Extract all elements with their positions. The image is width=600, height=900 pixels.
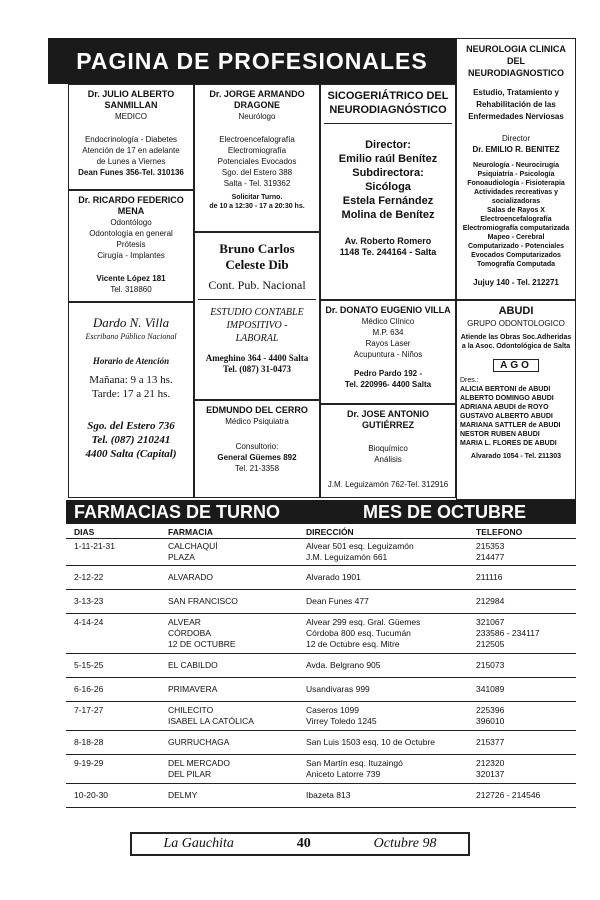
cell-dias	[66, 539, 168, 566]
abudi-address: Alvarado 1054 - Tel. 211303	[470, 453, 562, 460]
cell-telefono-line: 341089	[476, 684, 505, 694]
cell-telefono-line: 225396	[476, 705, 505, 715]
cell-dias	[66, 702, 168, 731]
ad-sicogeriatrico	[320, 84, 456, 300]
cell-direccion	[306, 731, 476, 755]
cell-dias-line: 7-17-27	[74, 705, 104, 715]
table-row	[66, 566, 576, 590]
cerro-name: EDMUNDO DEL CERRO	[206, 405, 308, 415]
dardo-a2: Tel. (087) 210241	[91, 434, 171, 446]
cell-dias-line: 6-16-26	[74, 684, 104, 694]
sicogeriatrico-sub-name2: Molina de Benítez	[341, 209, 435, 221]
cell-farmacia	[168, 731, 306, 755]
cell-direccion	[306, 614, 476, 654]
dib-phone: Tel. (087) 31-0473	[223, 364, 291, 374]
table-row	[66, 702, 576, 731]
cell-telefono-line: 320137	[476, 769, 505, 779]
clinic-title: NEUROLOGIA CLINICA DEL NEURODIAGNOSTICO	[466, 44, 566, 78]
cell-direccion-line: Aniceto Latorre 739	[306, 769, 381, 779]
cell-farmacia-line: PRIMAVERA	[168, 684, 218, 694]
donato-mp: M.P. 634	[372, 328, 404, 337]
cell-dias-line: 9-19-29	[74, 758, 104, 768]
sicogeriatrico-title: SICOGERIÁTRICO DEL NEURODIAGNÓSTICO	[324, 89, 452, 124]
abudi-subtitle: GRUPO ODONTOLOGICO	[467, 319, 565, 328]
clinic-service-item: Tomografía Computada	[476, 261, 556, 268]
cell-farmacia-line: ALVARADO	[168, 572, 214, 582]
cell-direccion	[306, 784, 476, 808]
sicogeriatrico-address: Av. Roberto Romero	[344, 236, 432, 246]
sanmillan-hours2: de Lunes a Viernes	[96, 157, 166, 166]
donato-s2: Acupuntura - Niños	[353, 350, 423, 359]
cell-farmacia-line: SAN FRANCISCO	[168, 596, 238, 606]
abudi-member-item: MARIANA SATTLER de ABUDI	[460, 422, 561, 429]
sicogeriatrico-sub-label: Subdirectora:	[352, 167, 424, 179]
cell-farmacia-line: DEL PILAR	[168, 769, 212, 779]
cell-dias-line: 5-15-25	[74, 660, 104, 670]
footer	[130, 832, 470, 856]
donato-name: Dr. DONATO EUGENIO VILLA	[325, 305, 451, 315]
cell-farmacia	[168, 784, 306, 808]
table-row	[66, 590, 576, 614]
sanmillan-address: Dean Funes 356-Tel. 310136	[78, 168, 184, 177]
clinic-service-item: Fonoaudiología - Fisioterapia	[467, 180, 565, 187]
cell-telefono	[476, 614, 576, 654]
donato-s1: Rayos Laser	[365, 339, 411, 348]
dardo-a1: Sgo. del Estero 736	[87, 420, 175, 432]
cell-farmacia-line: CHILECITO	[168, 705, 214, 715]
cell-farmacia-line: ISABEL LA CATÓLICA	[168, 716, 254, 726]
clinic-service-item: Neurología - Neurocirugía	[473, 162, 559, 169]
farmacias-table	[66, 525, 576, 808]
cell-direccion-line: San Luis 1503 esq. 10 de Octubre	[306, 737, 436, 747]
cell-direccion	[306, 755, 476, 784]
cell-farmacia-line: DEL MERCADO	[168, 758, 231, 768]
footer-date: Octubre 98	[373, 836, 437, 851]
mena-phone: Tel. 318860	[110, 285, 152, 294]
abudi-member-item: ALBERTO DOMINGO ABUDI	[460, 395, 554, 402]
col-farmacia: FARMACIA	[168, 525, 306, 539]
clinic-subtitle: Estudio, Tratamiento y Rehabilitación de las Enfermedades Nerviosas	[468, 88, 564, 121]
abudi-member-item: ALICIA BERTONI de ABUDI	[460, 386, 551, 393]
ad-dib	[194, 232, 320, 400]
dragone-hours: de 10 a 12:30 - 17 a 20:30 hs.	[209, 203, 305, 210]
cell-direccion	[306, 539, 476, 566]
mena-address: Vicente López 181	[96, 274, 166, 283]
cell-farmacia-line: CALCHAQUÍ	[168, 541, 218, 551]
cell-farmacia	[168, 614, 306, 654]
cell-direccion	[306, 566, 476, 590]
cell-telefono-line: 212320	[476, 758, 505, 768]
cerro-c: Consultorio:	[235, 442, 279, 451]
clinic-service-item: Electroencefalografía	[480, 216, 552, 223]
cell-dias-line: 3-13-23	[74, 596, 104, 606]
ad-dardo-villa	[68, 302, 194, 498]
gutierrez-title: Bioquímico	[368, 444, 408, 453]
donato-a2: Tel. 220996- 4400 Salta	[344, 380, 432, 389]
cell-farmacia-line: EL CABILDO	[168, 660, 218, 670]
cerro-phone: Tel. 21-3358	[234, 464, 280, 473]
cell-direccion	[306, 702, 476, 731]
cell-dias	[66, 566, 168, 590]
cell-farmacia-line: CÓRDOBA	[168, 628, 211, 638]
cell-telefono-line: 212505	[476, 639, 505, 649]
gutierrez-name: Dr. JOSE ANTONIO GUTIÉRREZ	[346, 409, 430, 430]
cell-farmacia	[168, 678, 306, 702]
cell-telefono-line: 214477	[476, 552, 505, 562]
dardo-a3: 4400 Salta (Capital)	[85, 448, 177, 460]
farmacias-title: FARMACIAS DE TURNO	[74, 501, 280, 522]
sanmillan-title: MEDICO	[115, 112, 147, 121]
footer-page-number: 40	[296, 836, 311, 851]
cell-telefono-line: 215353	[476, 541, 505, 551]
cell-telefono	[476, 784, 576, 808]
sicogeriatrico-sub-name1: Estela Fernández	[342, 195, 434, 207]
cell-telefono-line: 321067	[476, 617, 505, 627]
cell-telefono	[476, 755, 576, 784]
cell-telefono	[476, 702, 576, 731]
abudi-members	[460, 385, 572, 448]
farmacias-header	[66, 500, 576, 524]
cell-telefono-line: 215073	[476, 660, 505, 670]
ad-del-cerro	[194, 400, 320, 498]
cell-telefono	[476, 566, 576, 590]
table-row	[66, 678, 576, 702]
clinic-services	[460, 161, 572, 269]
cell-dias	[66, 755, 168, 784]
mena-title: Odontólogo	[110, 218, 152, 227]
cell-direccion-line: Avda. Belgrano 905	[306, 660, 381, 670]
cell-dias-line: 2-12-22	[74, 572, 104, 582]
clinic-service-item: Actividades recreativas y socializadoras	[473, 189, 559, 205]
cell-dias	[66, 784, 168, 808]
page-title: PAGINA DE PROFESIONALES	[48, 38, 456, 84]
gutierrez-address: J.M. Leguizamón 762-Tel. 312916	[327, 480, 449, 489]
ad-donato-villa	[320, 300, 456, 404]
cell-farmacia-line: 12 DE OCTUBRE	[168, 639, 236, 649]
cell-direccion	[306, 654, 476, 678]
cell-telefono-line: 215377	[476, 737, 505, 747]
clinic-address: Jujuy 140 - Tel. 212271	[473, 278, 559, 287]
cell-direccion-line: Alvear 299 esq. Gral. Güemes	[306, 617, 421, 627]
dragone-title: Neurólogo	[238, 112, 276, 121]
cell-direccion-line: Córdoba 800 esq. Tucumán	[306, 628, 411, 638]
sanmillan-hours1: Atención de 17 en adelante	[82, 146, 180, 155]
cell-farmacia	[168, 590, 306, 614]
table-row	[66, 784, 576, 808]
cell-farmacia-line: ALVEAR	[168, 617, 201, 627]
cell-direccion-line: San Martín esq. Ituzaingó	[306, 758, 403, 768]
ad-gutierrez	[320, 404, 456, 498]
cell-telefono-line: 211116	[476, 572, 503, 582]
sicogeriatrico-phone: 1148 Te. 244164 - Salta	[339, 247, 437, 257]
ad-abudi	[456, 300, 576, 500]
cell-telefono-line: 233586 - 234117	[476, 628, 540, 638]
abudi-member-item: NESTOR RUBEN ABUDI	[460, 431, 540, 438]
cell-direccion-line: 12 de Octubre esq. Mitre	[306, 639, 400, 649]
donato-a1: Pedro Pardo 192 -	[353, 369, 423, 378]
cell-dias-line: 8-18-28	[74, 737, 104, 747]
dib-firm1: ESTUDIO CONTABLE	[210, 307, 304, 318]
abudi-member-item: ADRIANA ABUDI de ROYO	[460, 404, 549, 411]
gutierrez-s: Análisis	[374, 455, 402, 464]
cell-dias	[66, 654, 168, 678]
dardo-title: Escribano Público Nacional	[85, 332, 177, 341]
cell-telefono-line: 212984	[476, 596, 505, 606]
cell-direccion	[306, 590, 476, 614]
clinic-service-item: Salas de Rayos X	[487, 207, 545, 214]
col-direccion: DIRECCIÓN	[306, 525, 476, 539]
footer-publication: La Gauchita	[163, 836, 234, 851]
dragone-services	[198, 134, 316, 167]
sicogeriatrico-director: Emilio raúl Benítez	[338, 153, 438, 165]
cell-farmacia	[168, 654, 306, 678]
col-dias: DIAS	[66, 525, 168, 539]
abudi-title: ABUDI	[498, 305, 534, 317]
sicogeriatrico-sub-title: Sicóloga	[365, 181, 411, 193]
table-row	[66, 614, 576, 654]
cell-direccion-line: Dean Funes 477	[306, 596, 369, 606]
cell-direccion-line: Alvarado 1901	[306, 572, 361, 582]
dib-title: Cont. Pub. Nacional	[198, 277, 316, 300]
table-body	[66, 539, 576, 808]
mena-s2: Prótesis	[116, 240, 146, 249]
clinic-service-item: Computarizado - Potenciales	[467, 243, 565, 250]
dib-address: Ameghino 364 - 4400 Salta	[205, 353, 309, 363]
cell-direccion-line: J.M. Leguizamón 661	[306, 552, 388, 562]
cell-dias-line: 4-14-24	[74, 617, 104, 627]
dragone-service-item: Potenciales Evocados	[217, 157, 297, 166]
cell-direccion-line: Alvear 501 esq. Leguizamón	[306, 541, 414, 551]
cell-dias	[66, 731, 168, 755]
cell-farmacia	[168, 702, 306, 731]
clinic-director-label: Director	[501, 134, 530, 143]
cell-telefono-line: 396010	[476, 716, 505, 726]
clinic-director: Dr. EMILIO R. BENITEZ	[472, 145, 560, 154]
col-telefono: TELEFONO	[476, 525, 576, 539]
mena-name: Dr. RICARDO FEDERICO MENA	[78, 195, 184, 216]
cell-dias-line: 1-11-21-31	[74, 541, 115, 551]
abudi-dres: Dres.:	[460, 377, 479, 384]
dragone-turno: Solicitar Turno.	[231, 194, 283, 201]
dragone-phone: Salta - Tel. 319362	[223, 179, 291, 188]
cell-farmacia	[168, 539, 306, 566]
abudi-note: Atiende las Obras Soc.Adheridas a la Asoc. Odontológica de Salta	[460, 334, 572, 350]
cell-telefono-line: 212726 - 214546	[476, 790, 541, 800]
dragone-service-item: Electroencefalografía	[219, 135, 295, 144]
sanmillan-specialty: Endocrinología - Diabetes	[84, 135, 178, 144]
table-row	[66, 539, 576, 566]
table-row	[66, 755, 576, 784]
cell-farmacia	[168, 566, 306, 590]
dragone-name: Dr. JORGE ARMANDO DRAGONE	[209, 89, 305, 110]
dardo-h1: Mañana: 9 a 13 hs.	[89, 374, 173, 386]
cell-dias	[66, 678, 168, 702]
donato-title: Médico Clínico	[361, 317, 415, 326]
clinic-service-item: Electromiografía computarizada	[462, 225, 570, 232]
clinic-service-item: Psiquiatría - Psicología	[477, 171, 555, 178]
table-row	[66, 731, 576, 755]
table-row	[66, 654, 576, 678]
cell-direccion-line: Virrey Toledo 1245	[306, 716, 377, 726]
mena-s3: Cirugía - Implantes	[97, 251, 165, 260]
abudi-member-item: GUSTAVO ALBERTO ABUDI	[460, 413, 553, 420]
cell-dias	[66, 590, 168, 614]
dardo-hours-label: Horario de Atención	[92, 356, 170, 366]
cell-telefono	[476, 590, 576, 614]
abudi-logo: AGO	[493, 359, 539, 372]
mena-s1: Odontología en general	[89, 229, 173, 238]
dragone-service-item: Electromiografía	[227, 146, 287, 155]
dib-firm2: IMPOSITIVO -	[226, 320, 288, 331]
cerro-address: General Güemes 892	[217, 453, 297, 462]
cerro-title: Médico Psiquiatra	[225, 417, 289, 426]
cell-farmacia-line: DELMY	[168, 790, 198, 800]
cell-direccion-line: Usandivaras 999	[306, 684, 370, 694]
dardo-h2: Tarde: 17 a 21 hs.	[91, 388, 171, 400]
cell-direccion-line: Ibazeta 813	[306, 790, 351, 800]
cell-farmacia-line: PLAZA	[168, 552, 195, 562]
clinic-service-item: Evocados Computarizados	[471, 252, 561, 259]
cell-telefono	[476, 731, 576, 755]
cell-farmacia-line: GURRUCHAGA	[168, 737, 230, 747]
sicogeriatrico-director-label: Director:	[365, 139, 411, 151]
dib-firm3: LABORAL	[235, 333, 279, 344]
cell-telefono	[476, 539, 576, 566]
cell-dias	[66, 614, 168, 654]
cell-farmacia	[168, 755, 306, 784]
ad-mena	[68, 190, 194, 302]
farmacias-month: MES DE OCTUBRE	[362, 501, 526, 522]
dragone-address: Sgo. del Estero 388	[221, 168, 293, 177]
ad-dragone	[194, 84, 320, 232]
cell-direccion-line: Caseros 1099	[306, 705, 359, 715]
dib-name1: Bruno Carlos	[219, 241, 295, 256]
cell-telefono	[476, 678, 576, 702]
abudi-member-item: MARIA L. FLORES DE ABUDI	[460, 440, 557, 447]
cell-direccion	[306, 678, 476, 702]
ad-neuro-clinic	[456, 38, 576, 300]
ad-sanmillan	[68, 84, 194, 190]
dardo-name: Dardo N. Villa	[92, 315, 170, 330]
dib-name2: Celeste Dib	[225, 257, 289, 272]
cell-dias-line: 10-20-30	[74, 790, 109, 800]
clinic-service-item: Mapeo - Cerebral	[487, 234, 545, 241]
cell-telefono	[476, 654, 576, 678]
table-header-row	[66, 525, 576, 539]
sanmillan-name: Dr. JULIO ALBERTO SANMILLAN	[87, 89, 175, 110]
